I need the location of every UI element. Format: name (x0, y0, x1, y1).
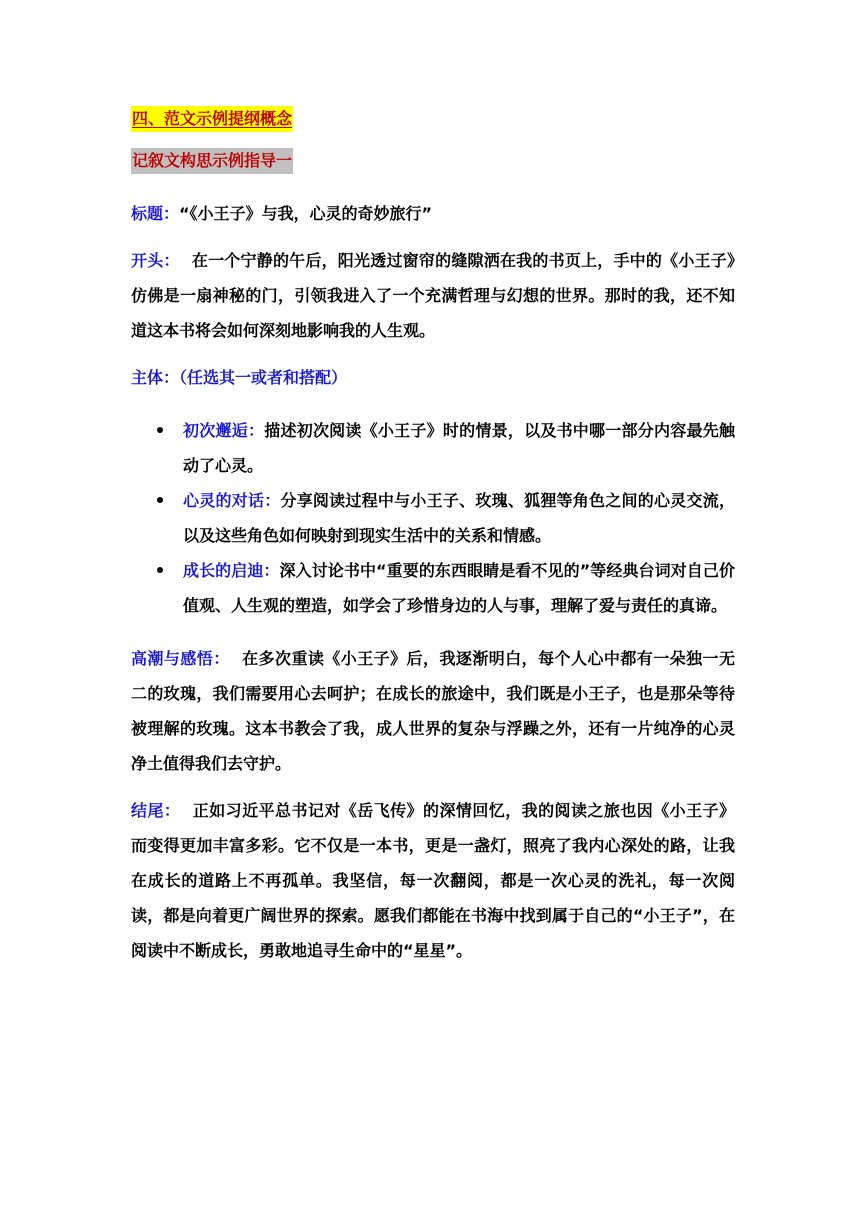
ending-label: 结尾： (131, 801, 181, 820)
opening-text: 在一个宁静的午后，阳光透过窗帘的缝隙洒在我的书页上，手中的《小王子》仿佛是一扇神秘的门，引领我进入了一个充满哲理与幻想的世界。那时的我，还不知道这本书将会如何深刻地影响我的人生观。 (131, 251, 735, 340)
list-item-label: 初次邂逅： (183, 421, 265, 440)
climax-text: 在多次重读《小王子》后，我逐渐明白，每个人心中都有一朵独一无二的玫瑰，我们需要用心去呵护；在成长的旅途中，我们既是小王子，也是那朵等待被理解的玫瑰。这本书教会了我，成人世界的复杂与浮躁之外，还有一片纯净的心灵净土值得我们去守护。 (131, 649, 735, 773)
title-text: “《小王子》与我，心灵的奇妙旅行” (179, 204, 433, 223)
climax-paragraph (131, 641, 735, 781)
section-heading-row (131, 106, 735, 132)
ending-text: 正如习近平总书记对《岳飞传》的深情回忆，我的阅读之旅也因《小王子》而变得更加丰富多彩。它不仅是一本书，更是一盏灯，照亮了我内心深处的路，让我在成长的道路上不再孤单。我坚信，每一次翻阅，都是一次心灵的洗礼，每一次阅读，都是向着更广阔世界的探索。愿我们都能在书海中找到属于自己的“小王子”，在阅读中不断成长，勇敢地追寻生命中的“星星”。 (131, 801, 735, 960)
title-label: 标题： (131, 204, 180, 223)
list-item (131, 413, 735, 483)
bullet-icon (157, 427, 163, 433)
bullet-icon (157, 497, 163, 503)
opening-label: 开头： (131, 251, 180, 270)
opening-paragraph (131, 243, 735, 348)
list-item (131, 553, 735, 623)
list-item (131, 483, 735, 553)
list-item-label: 成长的启迪： (183, 561, 280, 580)
sub-heading: 记叙文构思示例指导一 (131, 148, 293, 174)
subheading-row (131, 132, 735, 174)
body-heading (131, 360, 735, 395)
ending-paragraph (131, 793, 735, 968)
list-item-text: 描述初次阅读《小王子》时的情景，以及书中哪一部分内容最先触动了心灵。 (183, 421, 735, 475)
section-heading: 四、范文示例提纲概念 (131, 106, 293, 132)
climax-label: 高潮与感悟： (131, 649, 230, 668)
title-paragraph (131, 196, 735, 231)
body-list (131, 413, 735, 623)
list-item-text: 分享阅读过程中与小王子、玫瑰、狐狸等角色之间的心灵交流，以及这些角色如何映射到现实生活中的关系和情感。 (183, 491, 735, 545)
body-label: 主体：（任选其一或者和搭配） (131, 368, 348, 387)
document-page (131, 106, 735, 968)
list-item-label: 心灵的对话： (183, 491, 281, 510)
bullet-icon (157, 567, 163, 573)
list-item-text: 深入讨论书中“重要的东西眼睛是看不见的”等经典台词对自己价值观、人生观的塑造，如学会了珍惜身边的人与事，理解了爱与责任的真谛。 (183, 561, 735, 615)
